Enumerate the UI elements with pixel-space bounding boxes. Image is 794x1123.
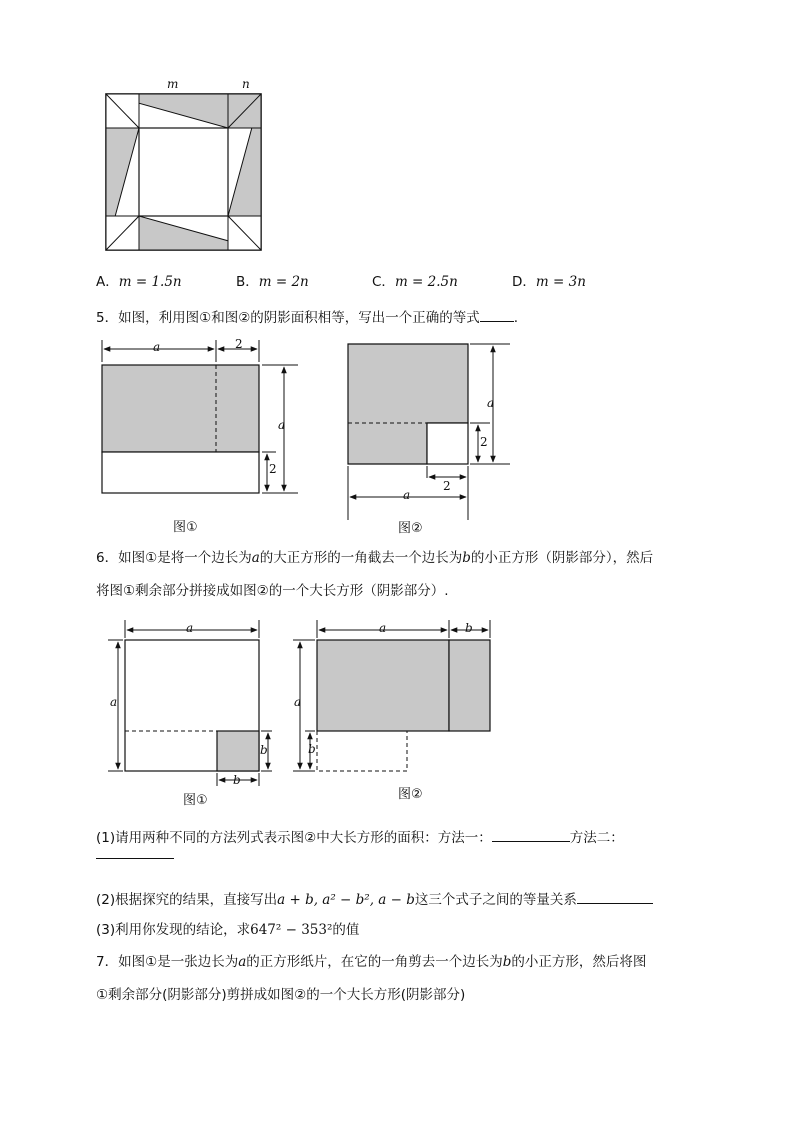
q4-option-a: A．m = 1.5n <box>96 274 182 290</box>
q6-fig1-label-b-bottom: b <box>233 773 241 787</box>
q4-option-b: B．m = 2n <box>236 274 309 290</box>
q6-sub2: (2)根据探究的结果，直接写出a + b, a² − b², a − b这三个式子之间的等量关系 <box>96 888 653 910</box>
q6-sub1: (1)请用两种不同的方法列式表示图②中大长方形的面积：方法一： 方法二： <box>96 826 624 848</box>
q6-fig1-label-b-right: b <box>260 743 268 757</box>
q6-fig1-caption: 图① <box>183 793 208 808</box>
q5-fig1-caption: 图① <box>173 520 198 535</box>
q6-fig1-label-a-top: a <box>186 621 194 635</box>
q6-stem-line1: 6．如图①是将一个边长为a的大正方形的一角截去一个边长为b的小正方形（阴影部分），然后 <box>96 550 654 566</box>
q6-fig2-caption: 图② <box>398 787 423 802</box>
q5-fig2-label-a-bottom: a <box>403 488 411 502</box>
q7-stem-line2: ①剩余部分(阴影部分)剪拼成如图②的一个大长方形(阴影部分) <box>96 987 466 1003</box>
q7-stem-line1: 7．如图①是一张边长为a的正方形纸片，在它的一角剪去一个边长为b的小正方形，然后将图 <box>96 954 647 970</box>
q6-relation-blank[interactable] <box>577 888 653 904</box>
q4-option-d: D．m = 3n <box>512 274 586 290</box>
q4-label-m: m <box>167 77 179 91</box>
q5-fig2-label-a-right: a <box>487 396 495 410</box>
q5-fig1-label-a-top: a <box>153 340 161 354</box>
q5-fig2-caption: 图② <box>398 521 423 536</box>
q6-fig2-label-a-top: a <box>379 621 387 635</box>
q6-method1-blank[interactable] <box>492 826 570 842</box>
q6-fig2-label-b-left: b <box>308 742 316 756</box>
q5-stem: 5．如图，利用图①和图②的阴影面积相等，写出一个正确的等式 . <box>96 306 518 328</box>
q5-fig2-label-2-bottom: 2 <box>443 479 451 493</box>
q4-label-n: n <box>242 77 250 91</box>
q6-fig2-label-a-left: a <box>294 695 302 709</box>
q5-fig1-label-2-top: 2 <box>235 337 243 351</box>
q6-sub3: (3)利用你发现的结论，求647² − 353²的值 <box>96 922 360 938</box>
q5-fig1-label-2-right: 2 <box>269 462 277 476</box>
q4-option-c: C．m = 2.5n <box>372 274 458 290</box>
q6-fig1-label-a-left: a <box>110 695 118 709</box>
q5-fig2-label-2-right: 2 <box>480 435 488 449</box>
q5-fig1-label-a-right: a <box>278 418 286 432</box>
q6-method2-blank[interactable] <box>96 858 174 859</box>
q6-stem-line2: 将图①剩余部分拼接成如图②的一个大长方形（阴影部分）. <box>96 583 449 599</box>
q6-fig2-label-b-top: b <box>465 621 473 635</box>
